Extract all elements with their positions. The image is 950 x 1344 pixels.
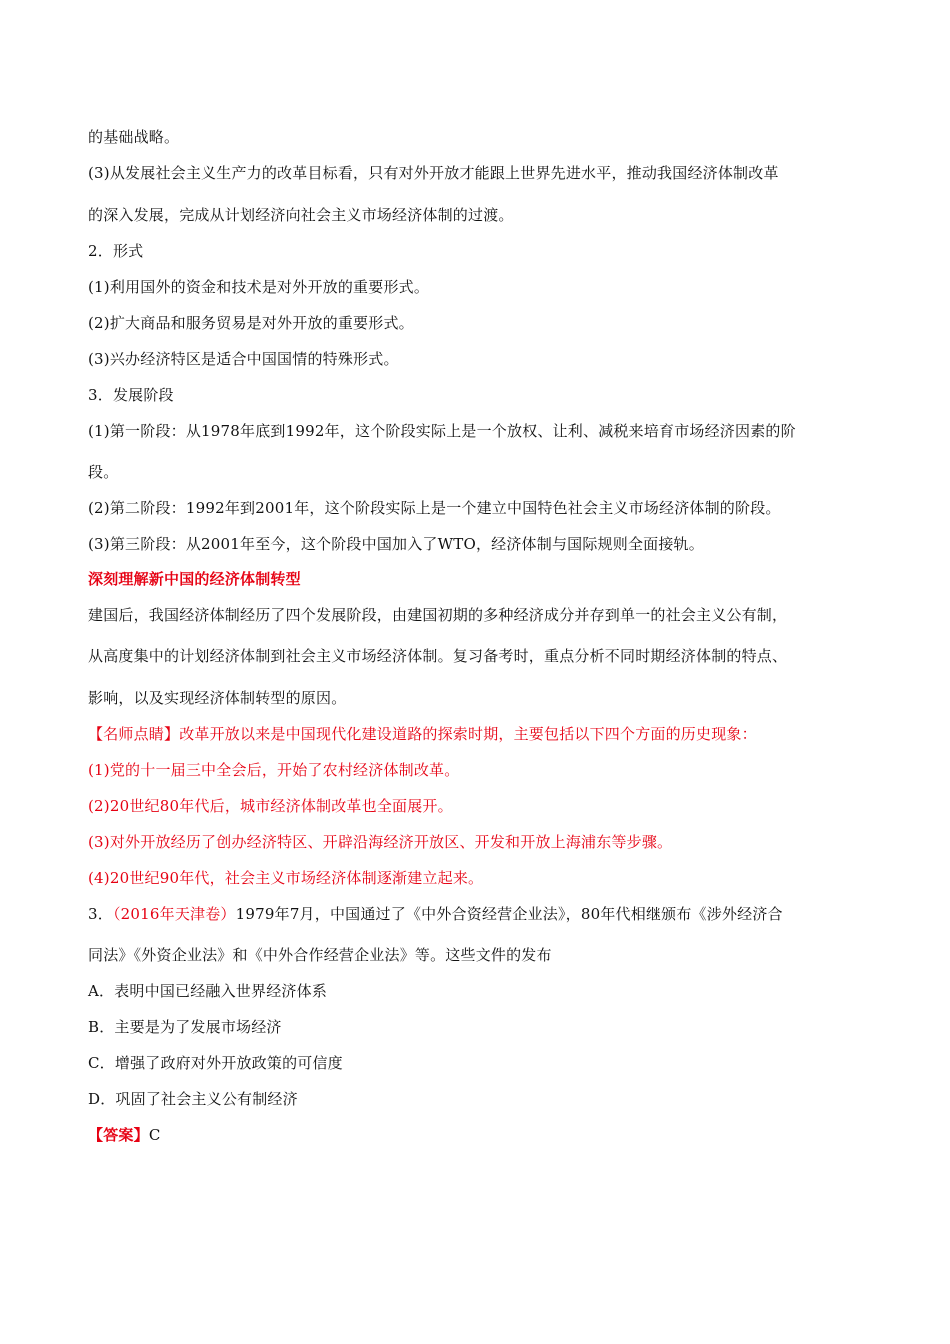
body-text-line: 从高度集中的计划经济体制到社会主义市场经济体制。复习备考时，重点分析不同时期经济体制的特点、 [88, 647, 788, 665]
tip-item: (1)党的十一届三中全会后，开始了农村经济体制改革。 [88, 761, 460, 779]
tip-item: (3)对外开放经历了创办经济特区、开辟沿海经济开放区、开发和开放上海浦东等步骤。 [88, 833, 673, 851]
list-item: (1)第一阶段：从1978年底到1992年，这个阶段实际上是一个放权、让利、减税来培育市场经济因素的阶 [88, 422, 796, 440]
body-text-line: 影响，以及实现经济体制转型的原因。 [88, 689, 347, 707]
body-text-line: 的深入发展，完成从计划经济向社会主义市场经济体制的过渡。 [88, 206, 514, 224]
section-heading-stages: 3．发展阶段 [88, 386, 174, 404]
list-item: (3)第三阶段：从2001年至今，这个阶段中国加入了WTO，经济体制与国际规则全面接轨。 [88, 535, 704, 553]
option-d: D．巩固了社会主义公有制经济 [88, 1090, 298, 1108]
question-source: （2016年天津卷） [112, 905, 236, 923]
tip-item: (4)20世纪90年代，社会主义市场经济体制逐渐建立起来。 [88, 869, 484, 887]
body-text-line: (3)从发展社会主义生产力的改革目标看，只有对外开放才能跟上世界先进水平，推动我国经济体制改革 [88, 164, 779, 182]
body-text-line: 建国后，我国经济体制经历了四个发展阶段，由建国初期的多种经济成分并存到单一的社会主义公有制， [88, 606, 788, 624]
question-stem-continuation: 同法》《外资企业法》和《中外合作经营企业法》等。这些文件的发布 [88, 946, 552, 964]
question-stem [88, 904, 888, 924]
tip-item: (2)20世纪80年代后，城市经济体制改革也全面展开。 [88, 797, 453, 815]
answer-value: C [148, 1126, 161, 1144]
option-b: B．主要是为了发展市场经济 [88, 1018, 282, 1036]
question-number: 3． [88, 905, 113, 923]
list-item: (3)兴办经济特区是适合中国国情的特殊形式。 [88, 350, 399, 368]
teacher-tip: 【名师点睛】改革开放以来是中国现代化建设道路的探索时期，主要包括以下四个方面的历史现象： [88, 725, 757, 743]
option-a: A．表明中国已经融入世界经济体系 [88, 982, 328, 1000]
question-stem-text: 1979年7月，中国通过了《中外合资经营企业法》，80年代相继颁布《涉外经济合 [235, 905, 783, 923]
list-item: (1)利用国外的资金和技术是对外开放的重要形式。 [88, 278, 430, 296]
answer-label: 【答案】 [88, 1126, 149, 1144]
list-item-continuation: 段。 [88, 463, 119, 481]
body-text-line: 的基础战略。 [88, 128, 180, 146]
section-heading-form: 2．形式 [88, 242, 144, 260]
highlight-heading: 深刻理解新中国的经济体制转型 [88, 570, 301, 588]
list-item: (2)扩大商品和服务贸易是对外开放的重要形式。 [88, 314, 414, 332]
list-item: (2)第二阶段：1992年到2001年，这个阶段实际上是一个建立中国特色社会主义市场经济体制的阶段。 [88, 499, 781, 517]
option-c: C．增强了政府对外开放政策的可信度 [88, 1054, 343, 1072]
answer [88, 1125, 888, 1145]
